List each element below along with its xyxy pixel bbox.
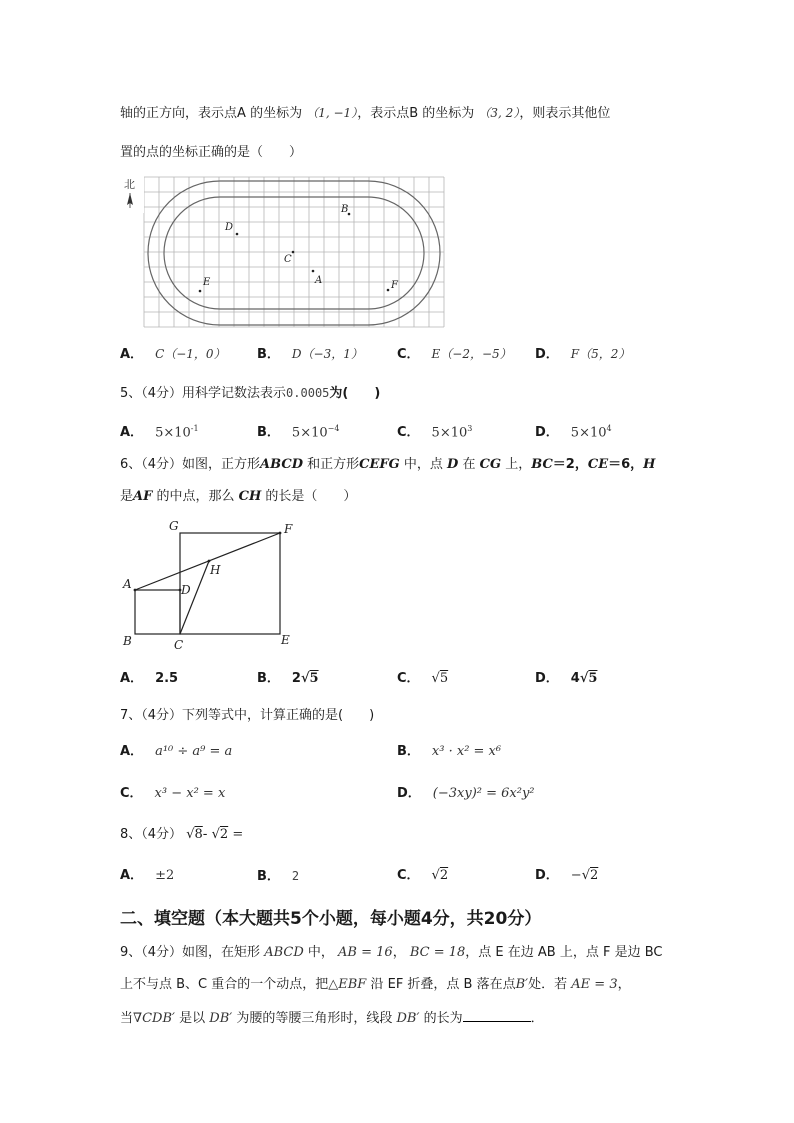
point-a bbox=[312, 270, 315, 273]
q6-stem-line1: 6、（4分）如图，正方形ABCD 和正方形CEFG 中，点 D 在 CG 上，BC＝2，CE＝6，H bbox=[120, 457, 656, 472]
q4-line2: 置的点的坐标正确的是（ ） bbox=[120, 145, 303, 160]
q8-option-c[interactable]: C． √2 bbox=[397, 868, 449, 883]
q6-option-c[interactable]: C． √5 bbox=[397, 671, 449, 686]
q4-line1: 轴的正方向，表示点A 的坐标为 （1, −1），表示点B 的坐标为 （3, 2），则表示其他位 bbox=[120, 106, 611, 121]
q5-option-b[interactable]: B． $5\times 10^{-4}$ bbox=[257, 424, 340, 441]
label-c: C bbox=[174, 638, 184, 652]
label-b: B bbox=[341, 204, 349, 215]
label-a: A bbox=[123, 577, 132, 591]
q6-option-d[interactable]: D． 4√5 bbox=[535, 671, 598, 686]
segment-ch bbox=[180, 561, 209, 634]
q6-option-a[interactable]: A． 2.5 bbox=[120, 671, 179, 686]
label-b: B bbox=[123, 634, 132, 648]
q8-option-b[interactable]: B． 2 bbox=[257, 869, 300, 884]
label-a: A bbox=[315, 275, 323, 286]
label-c: C bbox=[284, 254, 292, 265]
point-e bbox=[199, 290, 202, 293]
q4-option-d[interactable]: D． F（5，2） bbox=[535, 347, 631, 362]
north-label: 北 bbox=[124, 178, 135, 191]
q8-stem: 8、（4分） √8- √2 = bbox=[120, 827, 244, 842]
square-abcd bbox=[135, 590, 180, 634]
q7-option-c[interactable]: C． x³ − x² = x bbox=[120, 786, 226, 801]
label-d: D bbox=[225, 222, 234, 233]
q8-option-d[interactable]: D． −√2 bbox=[535, 868, 599, 883]
q6-option-b[interactable]: B． 2√5 bbox=[257, 671, 319, 686]
q9-stem-line2: 上不与点 B、C 重合的一个动点，把△EBF 沿 EF 折叠，点 B 落在点B′处．若 AE = 3， bbox=[120, 977, 631, 992]
label-h: H bbox=[210, 563, 221, 577]
point-f bbox=[387, 289, 390, 292]
label-f: F bbox=[284, 522, 293, 536]
square-cefg bbox=[180, 533, 280, 634]
q7-option-b[interactable]: B． x³ · x² = x⁶ bbox=[397, 744, 502, 759]
q7-stem: 7、（4分）下列等式中，计算正确的是( ) bbox=[120, 708, 375, 723]
q5-option-c[interactable]: C． $5\times 10^3$ bbox=[397, 424, 473, 441]
q4-option-c[interactable]: C． E（−2，−5） bbox=[397, 347, 512, 362]
q4-option-b[interactable]: B． D（−3，1） bbox=[257, 347, 363, 362]
coord-b: （3, 2） bbox=[478, 106, 520, 120]
point-c bbox=[292, 251, 295, 254]
label-g: G bbox=[169, 519, 179, 533]
q6-stem-line2: 是AF 的中点，那么 CH 的长是（ ） bbox=[120, 489, 357, 504]
label-e: E bbox=[203, 277, 211, 288]
q7-option-d[interactable]: D． (−3xy)² = 6x²y² bbox=[397, 786, 535, 801]
point-d bbox=[236, 233, 239, 236]
label-d: D bbox=[181, 583, 191, 597]
section-heading: 二、填空题（本大题共5个小题，每小题4分，共20分） bbox=[120, 909, 542, 929]
q9-stem-line1: 9、（4分）如图，在矩形 ABCD 中， AB = 16， BC = 18，点 E 在边 AB 上，点 F 是边 BC bbox=[120, 945, 663, 960]
q4-option-a[interactable]: A． C（−1，0） bbox=[120, 347, 226, 362]
q5-stem: 5、（4分）用科学记数法表示0.0005为( ) bbox=[120, 386, 381, 401]
label-f: F bbox=[391, 280, 398, 291]
coord-a: （1, −1） bbox=[306, 106, 358, 120]
q9-stem-line3: 当∇CDB′ 是以 DB′ 为腰的等腰三角形时，线段 DB′ 的长为 ． bbox=[120, 1011, 544, 1026]
label-e: E bbox=[281, 633, 290, 647]
answer-blank[interactable] bbox=[463, 1009, 531, 1022]
segment-af bbox=[135, 533, 280, 590]
q5-option-d[interactable]: D． $5\times 10^4$ bbox=[535, 424, 612, 441]
q7-option-a[interactable]: A． a¹⁰ ÷ a⁹ = a bbox=[120, 744, 233, 759]
q6-geometry-figure bbox=[118, 516, 303, 654]
q5-option-a[interactable]: A． $5\times 10^{-1}$ bbox=[120, 424, 199, 441]
q4-map-figure bbox=[120, 173, 450, 333]
q8-option-a[interactable]: A． ±2 bbox=[120, 868, 175, 883]
